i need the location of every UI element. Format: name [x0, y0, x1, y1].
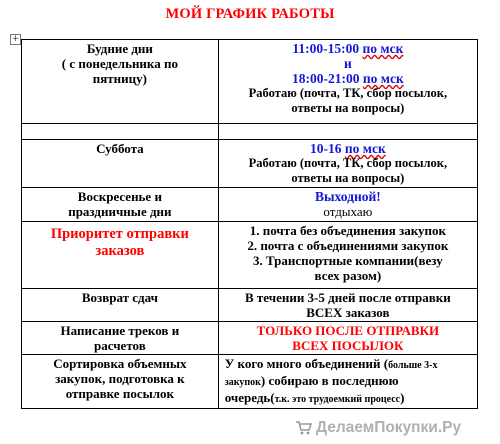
work-note-line: Работаю (почта, ТК, сбор посылок, [248, 156, 448, 170]
label-line: отправке посылок [65, 386, 175, 401]
value-line: ТОЛЬКО ПОСЛЕ ОТПРАВКИ [256, 323, 440, 338]
empty-cell [218, 124, 477, 140]
work-note-line: ответы на вопросы) [291, 101, 405, 115]
table-row-priority [22, 222, 478, 289]
value-line: ВСЕХ заказов [306, 305, 390, 320]
empty-cell [22, 124, 219, 140]
table-row-saturday [22, 140, 478, 188]
site-watermark [296, 415, 500, 441]
watermark-text: ДелаемПокупки.Ру [316, 419, 462, 436]
label-line: заказов [95, 243, 145, 259]
label-line: закупок, подготовка к [55, 371, 185, 386]
day-off-status: Выходной! [314, 189, 381, 204]
label-line: расчетов [93, 338, 146, 353]
table-row-sunday [22, 188, 478, 222]
priority-item: 1. почта без объединения закупок [249, 223, 447, 238]
priority-item: всех разом) [314, 268, 382, 283]
row-label-tracks [22, 322, 219, 355]
time-conjunction: и [343, 56, 352, 71]
value-line: очередь(т.к. это трудоемкий процесс) [224, 390, 405, 405]
row-label-saturday: Суббота [22, 140, 219, 188]
work-note-line: ответы на вопросы) [291, 171, 405, 185]
time-range-evening: 18:00-21:00 по мск [291, 71, 404, 86]
value-line: У кого много объединений (больше 3-х [224, 356, 438, 371]
row-label-sunday [22, 188, 219, 222]
page-title: МОЙ ГРАФИК РАБОТЫ [165, 6, 335, 22]
value-line: закупок) собираю в последнюю [224, 373, 399, 388]
table-row-refund [22, 289, 478, 322]
row-value-sunday [218, 188, 477, 222]
row-value-saturday [218, 140, 477, 188]
row-value-priority [218, 222, 477, 289]
row-value-refund [218, 289, 477, 322]
row-value-weekdays [218, 40, 477, 124]
label-line: Приоритет отправки [50, 226, 189, 242]
day-off-note: отдыхаю [323, 204, 373, 219]
priority-item: 3. Транспортные компании(везу [253, 253, 443, 268]
schedule-table [21, 39, 478, 409]
table-move-handle-icon[interactable]: + [11, 34, 20, 44]
label-line: Воскресенье и [77, 189, 162, 204]
table-row-weekdays [22, 40, 478, 124]
label-line: пятницу) [92, 71, 147, 86]
time-range-morning: 11:00-15:00 по мск [292, 41, 404, 56]
table-row-tracks [22, 322, 478, 355]
table-row-empty [22, 124, 478, 140]
shopping-cart-icon [296, 421, 312, 435]
label-line: праздничные дни [68, 204, 172, 219]
label-line: ( с понедельника по [61, 56, 178, 71]
value-line: В течении 3-5 дней после отправки [244, 290, 451, 305]
row-value-tracks [218, 322, 477, 355]
time-range-saturday: 10-16 по мск [309, 141, 386, 156]
row-label-sorting [22, 355, 219, 409]
priority-item: 2. почта с объединениями закупок [247, 238, 449, 253]
row-label-refund: Возврат сдач [22, 289, 219, 322]
work-note-line: Работаю (почта, ТК, сбор посылок, [248, 86, 448, 100]
row-label-weekdays [22, 40, 219, 124]
label-line: Будние дни [86, 41, 153, 56]
table-row-sorting [22, 355, 478, 409]
label-line: Написание треков и [60, 323, 180, 338]
row-value-sorting [218, 355, 477, 409]
value-line: ВСЕХ ПОСЫЛОК [292, 338, 404, 353]
label-line: Сортировка объемных [53, 356, 187, 371]
row-label-priority [22, 222, 219, 289]
